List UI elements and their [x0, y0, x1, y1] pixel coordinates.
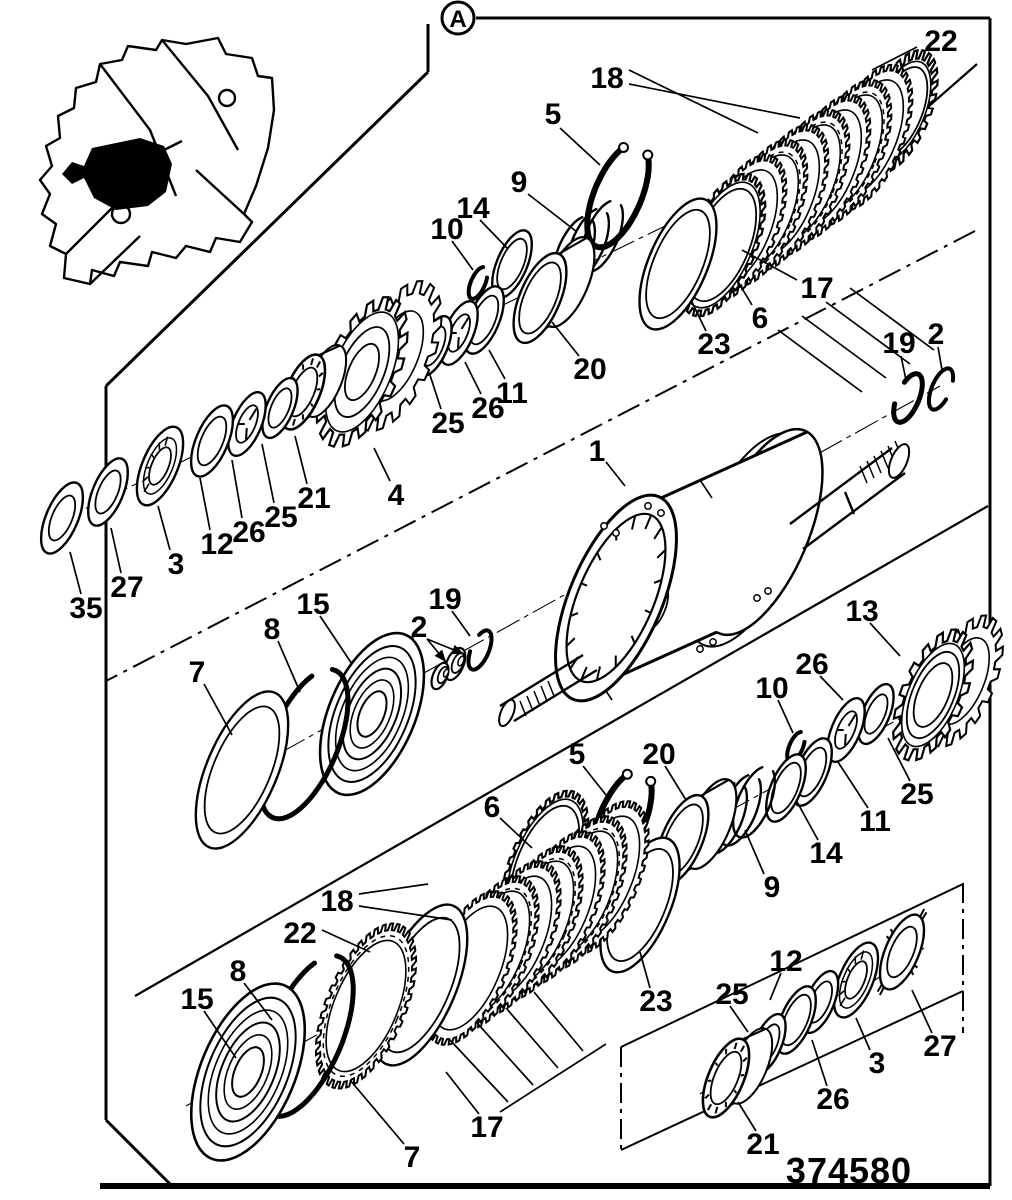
callout-leader	[640, 952, 650, 988]
callout-23: 23	[639, 985, 673, 1018]
callout-leader	[665, 766, 686, 800]
callout-12: 12	[769, 945, 803, 978]
callout-leader	[158, 506, 170, 550]
callout-leader	[204, 684, 232, 735]
callout-leader	[745, 830, 764, 874]
callout-leader	[111, 528, 121, 573]
callout-leader	[796, 800, 818, 840]
callout-27: 27	[923, 1030, 957, 1063]
callout-2: 2	[410, 611, 428, 644]
callout-leader	[629, 70, 758, 133]
callout-18: 18	[590, 62, 624, 95]
callout-leader	[560, 128, 600, 165]
callout-leader	[856, 1018, 870, 1050]
leader-bundle-line	[506, 1008, 558, 1068]
callout-17: 17	[470, 1111, 504, 1144]
callout-10: 10	[430, 213, 464, 246]
callout-25: 25	[715, 978, 749, 1011]
callout-26: 26	[795, 648, 829, 681]
callout-leader	[629, 84, 800, 118]
callout-22: 22	[283, 917, 317, 950]
callout-19: 19	[882, 327, 916, 360]
leader-bundle-line	[500, 1044, 606, 1112]
callout-leader	[446, 1072, 479, 1114]
callout-leader	[528, 194, 577, 232]
cone-ring-2	[428, 660, 452, 691]
callout-leader	[359, 884, 428, 894]
transmission-housing-thumbnail	[40, 38, 274, 284]
callout-leader	[738, 1102, 756, 1131]
leader-bundle-line	[802, 316, 886, 378]
callout-leader	[322, 930, 370, 952]
snap-19-mid	[469, 630, 492, 669]
callout-leader	[374, 448, 390, 481]
callout-4: 4	[387, 479, 405, 512]
callout-18: 18	[320, 885, 354, 918]
callout-25: 25	[431, 407, 465, 440]
callout-3: 3	[868, 1047, 886, 1080]
callout-5: 5	[568, 738, 586, 771]
callout-15: 15	[296, 588, 330, 621]
callout-35: 35	[69, 592, 103, 625]
callout-leader	[295, 436, 307, 484]
callout-9: 9	[763, 871, 781, 904]
callout-8: 8	[263, 613, 281, 646]
snap-19-shaft	[894, 374, 923, 423]
callout-9: 9	[510, 166, 528, 199]
callout-15: 15	[180, 983, 214, 1016]
leader-bundle-line	[534, 992, 583, 1051]
callout-21: 21	[746, 1128, 780, 1161]
callout-26: 26	[471, 392, 505, 425]
callout-6: 6	[751, 302, 769, 335]
callout-leader	[430, 375, 441, 409]
callout-14: 14	[809, 837, 843, 870]
callout-leader	[70, 552, 81, 594]
callout-leader	[278, 641, 300, 692]
panel-line	[106, 1120, 172, 1186]
callout-26: 26	[816, 1083, 850, 1116]
callout-19: 19	[428, 583, 462, 616]
detail-marker	[442, 2, 474, 34]
callout-3: 3	[167, 548, 185, 581]
callout-25: 25	[264, 501, 298, 534]
callout-21: 21	[297, 482, 331, 515]
callout-leader	[552, 322, 579, 356]
callout-leader	[320, 616, 352, 664]
callout-leader	[232, 460, 242, 518]
callout-27: 27	[110, 571, 144, 604]
callout-13: 13	[845, 595, 879, 628]
leader-bundle-line	[450, 1040, 508, 1102]
callout-26: 26	[232, 516, 266, 549]
leader-bundle-line	[778, 330, 862, 392]
callout-leader	[606, 462, 625, 486]
snap-2-shaft	[929, 368, 953, 409]
callout-17: 17	[800, 272, 834, 305]
callout-leader	[350, 1080, 404, 1144]
callout-25: 25	[900, 778, 934, 811]
drawing-part-number: 374580	[785, 1150, 913, 1191]
callout-leader	[489, 350, 505, 379]
callout-22: 22	[924, 25, 958, 58]
washer-35	[32, 477, 91, 559]
callout-14: 14	[456, 192, 490, 225]
callout-7: 7	[403, 1141, 421, 1174]
detail-letter: A	[449, 6, 467, 33]
washer-27-left	[80, 453, 136, 531]
needle-bearing-21-mini	[693, 1022, 781, 1123]
callout-6: 6	[483, 791, 501, 824]
callout-23: 23	[697, 328, 731, 361]
callout-20: 20	[642, 738, 676, 771]
callout-leader	[583, 766, 610, 800]
bearing-3-left	[127, 420, 192, 511]
callout-2: 2	[927, 318, 945, 351]
callout-12: 12	[200, 528, 234, 561]
callout-1: 1	[588, 435, 606, 468]
callout-20: 20	[573, 353, 607, 386]
callout-7: 7	[188, 656, 206, 689]
callout-11: 11	[859, 805, 891, 838]
retainer-27-mini	[871, 909, 933, 996]
callout-leader	[812, 1040, 827, 1086]
callout-leader	[262, 444, 274, 503]
callout-leader	[200, 478, 210, 530]
gear-13	[889, 616, 1003, 761]
callout-5: 5	[544, 98, 562, 131]
callout-8: 8	[229, 955, 247, 988]
callout-10: 10	[755, 672, 789, 705]
clutch-drum-1	[496, 413, 913, 729]
callout-leader	[465, 362, 481, 394]
leader-bundle-line	[478, 1024, 533, 1085]
callout-leader	[838, 762, 868, 808]
callout-11: 11	[496, 377, 528, 410]
callout-leader	[912, 990, 932, 1033]
